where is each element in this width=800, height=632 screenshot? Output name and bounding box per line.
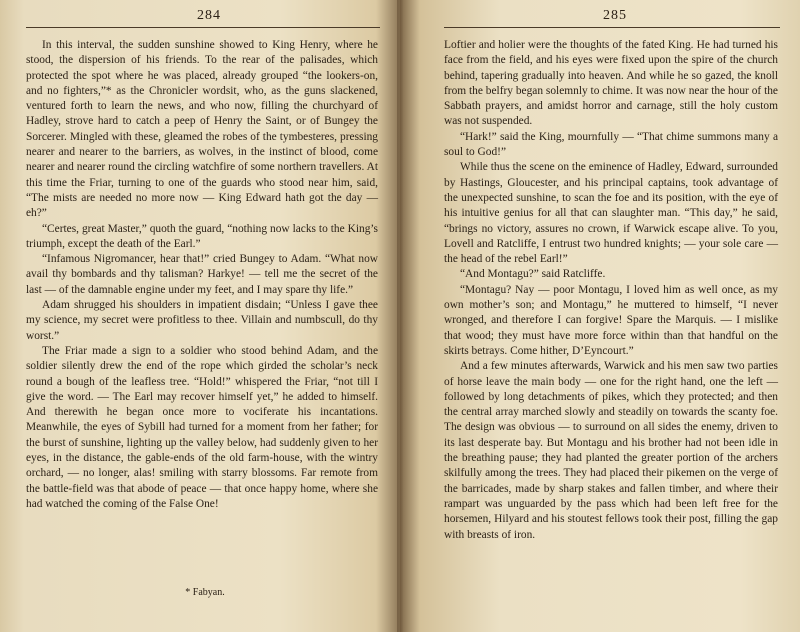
book-gutter bbox=[397, 0, 403, 632]
paragraph: “Montagu? Nay — poor Montagu, I loved him as well once, as my own mother’s son; and Montagu,” he muttered to himself, “I never wronged, and therefore I can forgive! Spare the Marquis. — I mislike that wood; they must have more force within than that handful on the skirts betrays. Come hither, D’Eyncourt.” bbox=[444, 283, 778, 357]
paragraph: “And Montagu?” said Ratcliffe. bbox=[460, 268, 606, 281]
left-page-text bbox=[26, 38, 378, 512]
continued-paragraph: Loftier and holier were the thoughts of the fated King. He had turned his face from the field, and his eyes were fixed upon the spire of the church behind, tapering gradually into heaven. And while he so gazed, the knoll from the belfry began solemnly to chime. It was now near the hour of the Sabbath prayers, and amidst horror and carnage, still the holy custom was not suspended. bbox=[444, 39, 778, 128]
paragraph: In this interval, the sudden sunshine showed to King Henry, where he stood, the dispersion of his friends. To the rear of the palisades, which protected the spot where he was placed, already grouped “the lookers-on, and no fighters,”* as the Chronicler wordsit, who, as the guns slackened, ventured forth to learn the news, and who now, filling the churchyard of Hadley, strove hard to catch a peep of Henry the Saint, or of Bungey the Sorcerer. Mingled with these, gleamed the robes of the tymbesteres, pressing nearer and nearer to the barriers, as wolves, in the instinct of blood, come nearer and nearer round the circling watchfire of some northern travellers. At this time the Friar, turning to one of the guards who stood near him, said, “The mists are needed no more now — King Edward hath got the day — eh?” bbox=[26, 39, 378, 220]
page-number: 284 bbox=[197, 8, 221, 23]
header-rule bbox=[444, 27, 780, 28]
paragraph: “Certes, great Master,” quoth the guard, “nothing now lacks to the King’s triumph, except the death of the Earl.” bbox=[26, 222, 378, 250]
page-number: 285 bbox=[603, 8, 627, 23]
right-page bbox=[400, 0, 800, 632]
paragraph: The Friar made a sign to a soldier who stood behind Adam, and the soldier silently drew the end of the rope which girded the scholar’s neck round a bough of the leafless tree. “Hold!” whispered the Friar, “not till I give the word. — The Earl may recover himself yet,” he added to himself. And therewith he began once more to vociferate his incantations. Meanwhile, the eyes of Sybill had turned for a moment from her father; for the burst of sunshine, lighting up the valley below, had suddenly given to her eyes, in the distance, the gable-ends of the old farm-house, with the wintry orchard, — no longer, alas! smiling with starry blossoms. Far remote from the battle-field was that abode of peace — that once happy home, where she had watched the coming of the False One! bbox=[26, 344, 378, 510]
right-page-text bbox=[444, 38, 778, 543]
header-rule bbox=[26, 27, 380, 28]
paragraph: Adam shrugged his shoulders in impatient disdain; “Unless I gave thee my science, my secret were profitless to thee. Villain and numbscull, do thy worst.” bbox=[26, 299, 378, 342]
paragraph: While thus the scene on the eminence of Hadley, Edward, surrounded by Hastings, Gloucester, and his principal captains, took advantage of the unexpected sunshine, to scan the foe and its position, with the eye of his intuitive genius for all that can slaughter man. “This day,” he said, “brings no victory, assures no crown, if Warwick escape alive. To you, Lovell and Ratcliffe, I entrust two hundred knights; — your sole care — the head of the rebel Earl!” bbox=[444, 161, 778, 266]
paragraph: “Hark!” said the King, mournfully — “That chime summons many a soul to God!” bbox=[444, 130, 778, 159]
footnote: * Fabyan. bbox=[185, 587, 225, 598]
paragraph: And a few minutes afterwards, Warwick and his men saw two parties of horse leave the main body — one for the right hand, one the left — followed by long detachments of pikes, which they protected; and then the central array marched slowly and steadily on towards the scanty foe. The design was obvious — to surround on all sides the enemy, driven to its last desperate bay. But Montagu and his brother had not been idle in the breathing pause; they had planted the greater portion of the archers skilfully among the trees. They had placed their pikemen on the verge of the barricades, made by sharp stakes and fallen timber, and where their rampart was unguarded by the pass which had been left free for the horsemen, Hilyard and his stoutest fellows took their post, filling the gap with breasts of iron. bbox=[444, 360, 778, 541]
paragraph: “Infamous Nigromancer, hear that!” cried Bungey to Adam. “What now avail thy bombards and thy talisman? Harkye! — tell me the secret of the last — of the damnable engine under my feet, and I may spare thy life.” bbox=[26, 253, 378, 296]
